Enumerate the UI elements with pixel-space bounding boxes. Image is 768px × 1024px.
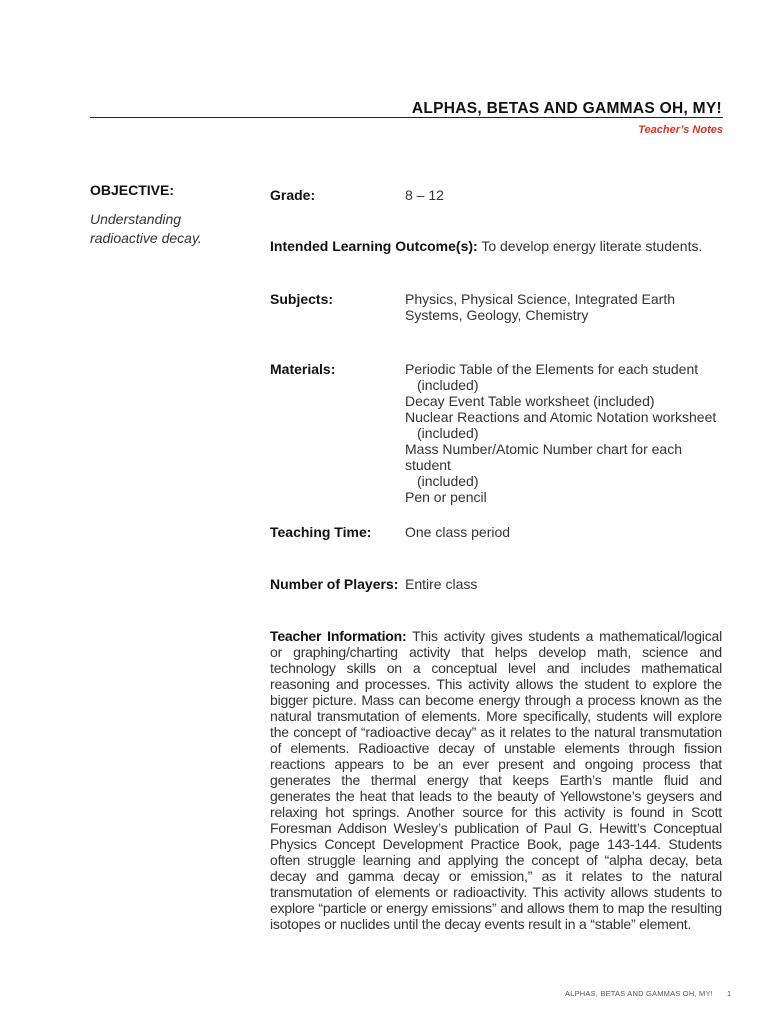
- materials-item: Decay Event Table worksheet (included): [405, 393, 655, 409]
- materials-item: Pen or pencil: [405, 489, 487, 505]
- materials-item: Nuclear Reactions and Atomic Notation worksheet: [405, 409, 717, 425]
- teachers-notes-label: Teacher’s Notes: [638, 124, 723, 136]
- materials-label: Materials:: [270, 361, 336, 377]
- materials-item: Mass Number/Atomic Number chart for each student: [405, 441, 682, 473]
- materials-item: (included): [417, 425, 479, 441]
- teacher-information-body: This activity gives students a mathematical/logical or graphing/charting activity that helps develop math, science and technology skills on a conceptual level and includes mathematical reasoning and processes. This activity allows the student to explore the bigger picture. Mass can become energy through a process known as the natural transmutation of elements. More specifically, students will explore the concept of “radioactive decay” as it relates to the natural transmutation of elements. Radioactive decay of unstable elements through fission reactions appears to be an ever present and ongoing process that generates the thermal energy that keeps Earth’s mantle fluid and generates the heat that leads to the beauty of Yellowstone’s geysers and relaxing hot springs. Another source for this activity is found in Scott Foresman Addison Wesley’s publication of Paul G. Hewitt’s Conceptual Physics Concept Development Practice Book, page 143-144. Students often struggle learning and applying the concept of “alpha decay, beta decay and gamma decay or emission,” as it relates to the natural transmutation of elements or radioactivity. This activity allows students to explore “particle or energy emissions” and allows them to map the resulting isotopes or nuclides until the decay events result in a “stable” element.: [270, 628, 722, 932]
- grade-value: 8 – 12: [405, 187, 444, 203]
- teaching-time-label: Teaching Time:: [270, 524, 372, 540]
- document-title: ALPHAS, BETAS AND GAMMAS OH, MY!: [411, 100, 722, 118]
- materials-item: (included): [417, 473, 479, 489]
- learning-outcome: [270, 238, 702, 254]
- page-footer: [565, 989, 731, 998]
- learning-outcome-label: Intended Learning Outcome(s):: [270, 238, 478, 254]
- teacher-information-label: Teacher Information:: [270, 628, 407, 644]
- footer-title: ALPHAS, BETAS AND GAMMAS OH, MY!: [565, 989, 713, 998]
- header-divider: [90, 117, 723, 118]
- players-label: Number of Players:: [270, 576, 399, 592]
- teaching-time-value: One class period: [405, 524, 511, 540]
- materials-item: Periodic Table of the Elements for each student: [405, 361, 699, 377]
- players-value: Entire class: [405, 576, 478, 592]
- learning-outcome-value: To develop energy literate students.: [477, 238, 703, 254]
- page-number: 1: [726, 989, 732, 998]
- grade-label: Grade:: [270, 187, 316, 203]
- subjects-label: Subjects:: [270, 291, 334, 307]
- objective-heading: OBJECTIVE:: [90, 182, 175, 198]
- materials-list: [405, 361, 730, 505]
- materials-item: (included): [417, 377, 479, 393]
- teacher-information: [270, 628, 722, 932]
- subjects-value: Physics, Physical Science, Integrated Earth Systems, Geology, Chemistry: [405, 291, 676, 323]
- objective-text: Understanding radioactive decay.: [90, 211, 202, 246]
